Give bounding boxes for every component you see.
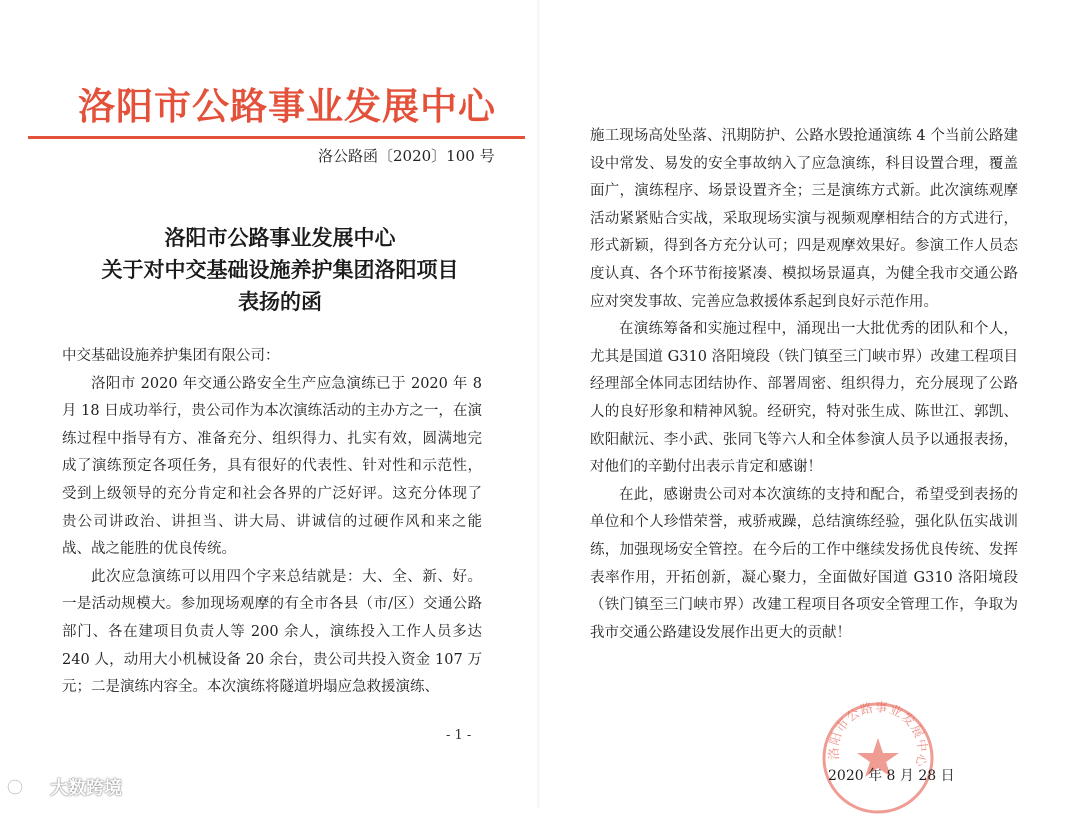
document-date: 2020 年 8 月 28 日 bbox=[828, 768, 955, 784]
document-number: 洛公路函〔2020〕100 号 bbox=[318, 147, 495, 165]
body-paragraph: 施工现场高处坠落、汛期防护、公路水毁抢通演练 4 个当前公路建设中常发、易发的安全事故纳入了应急演练，科目设置合理，覆盖面广，演练程序、场景设置齐全；三是演练方式新。此次演练观摩活动紧紧贴合实战，采取现场实演与视频观摩相结合的方式进行，形式新颖，得到各方充分认可；四是观摩效果好。参演工作人员态度认真、各个环节衔接紧凑、模拟场景逼真，为健全我市交通公路应对突发事故、完善应急救援体系起到良好示范作用。 bbox=[590, 128, 1018, 310]
salutation: 中交基础设施养护集团有限公司： bbox=[62, 348, 280, 364]
document-title-line-2: 关于对中交基础设施养护集团洛阳项目 bbox=[101, 257, 459, 282]
letter-body-page-1 bbox=[62, 343, 482, 702]
watermark-logo-icon bbox=[6, 775, 46, 799]
document-title-line-1: 洛阳市公路事业发展中心 bbox=[164, 225, 396, 250]
body-paragraph: 此次应急演练可以用四个字来总结就是：大、全、新、好。一是活动规模大。参加现场观摩的有全市各县（市/区）交通公路部门、各在建项目负责人等 200 余人，演练投入工作人员多达 240 人，动用大小机械设备 20 余台，贵公司共投入资金 107 万元；二是演练内容全。本次演练将隧道坍塌应急救援演练、 bbox=[62, 568, 482, 696]
document-title bbox=[60, 222, 500, 318]
body-paragraph: 在演练筹备和实施过程中，涌现出一大批优秀的团队和个人，尤其是国道 G310 洛阳境段（铁门镇至三门峡市界）改建工程项目经理部全体同志团结协作、部署周密、组织得力，充分展现了公路人的良好形象和精神风貌。经研究，特对张生成、陈世江、郭凯、欧阳献沅、李小武、张同飞等六人和全体参演人员予以通报表扬，对他们的辛勤付出表示肯定和感谢！ bbox=[590, 321, 1018, 476]
body-paragraph: 洛阳市 2020 年交通公路安全生产应急演练已于 2020 年 8 月 18 日成功举行，贵公司作为本次演练活动的主办方之一，在演练过程中指导有方、准备充分、组织得力、扎实有效，圆满地完成了演练预定各项任务，具有很好的代表性、针对性和示范性，受到上级领导的充分肯定和社会各界的广泛好评。这充分体现了贵公司讲政治、讲担当、讲大局、讲诚信的过硬作风和来之能战、战之能胜的优良传统。 bbox=[62, 375, 482, 558]
svg-text:洛阳市公路事业发展中心: 洛阳市公路事业发展中心 bbox=[825, 699, 931, 770]
letterhead-red-rule bbox=[28, 136, 525, 139]
letter-page-1 bbox=[0, 0, 540, 808]
body-paragraph: 在此，感谢贵公司对本次演练的支持和配合，希望受到表扬的单位和个人珍惜荣誉，戒骄戒躁，总结演练经验，强化队伍实战训练，加强现场安全管控。在今后的工作中继续发扬优良传统、发挥表率作用，开拓创新，凝心聚力，全面做好国道 G310 洛阳境段（铁门镇至三门峡市界）改建工程项目各项安全管理工作，争取为我市交通公路建设发展作出更大的贡献！ bbox=[590, 486, 1018, 641]
letterhead-title: 洛阳市公路事业发展中心 bbox=[78, 84, 496, 128]
watermark bbox=[6, 774, 122, 800]
document-title-line-3: 表扬的函 bbox=[238, 289, 322, 314]
watermark-text: 大数跨境 bbox=[50, 778, 122, 799]
page-number: - 1 - bbox=[446, 728, 472, 743]
official-seal bbox=[818, 698, 938, 818]
letter-body-page-2 bbox=[590, 123, 1018, 647]
